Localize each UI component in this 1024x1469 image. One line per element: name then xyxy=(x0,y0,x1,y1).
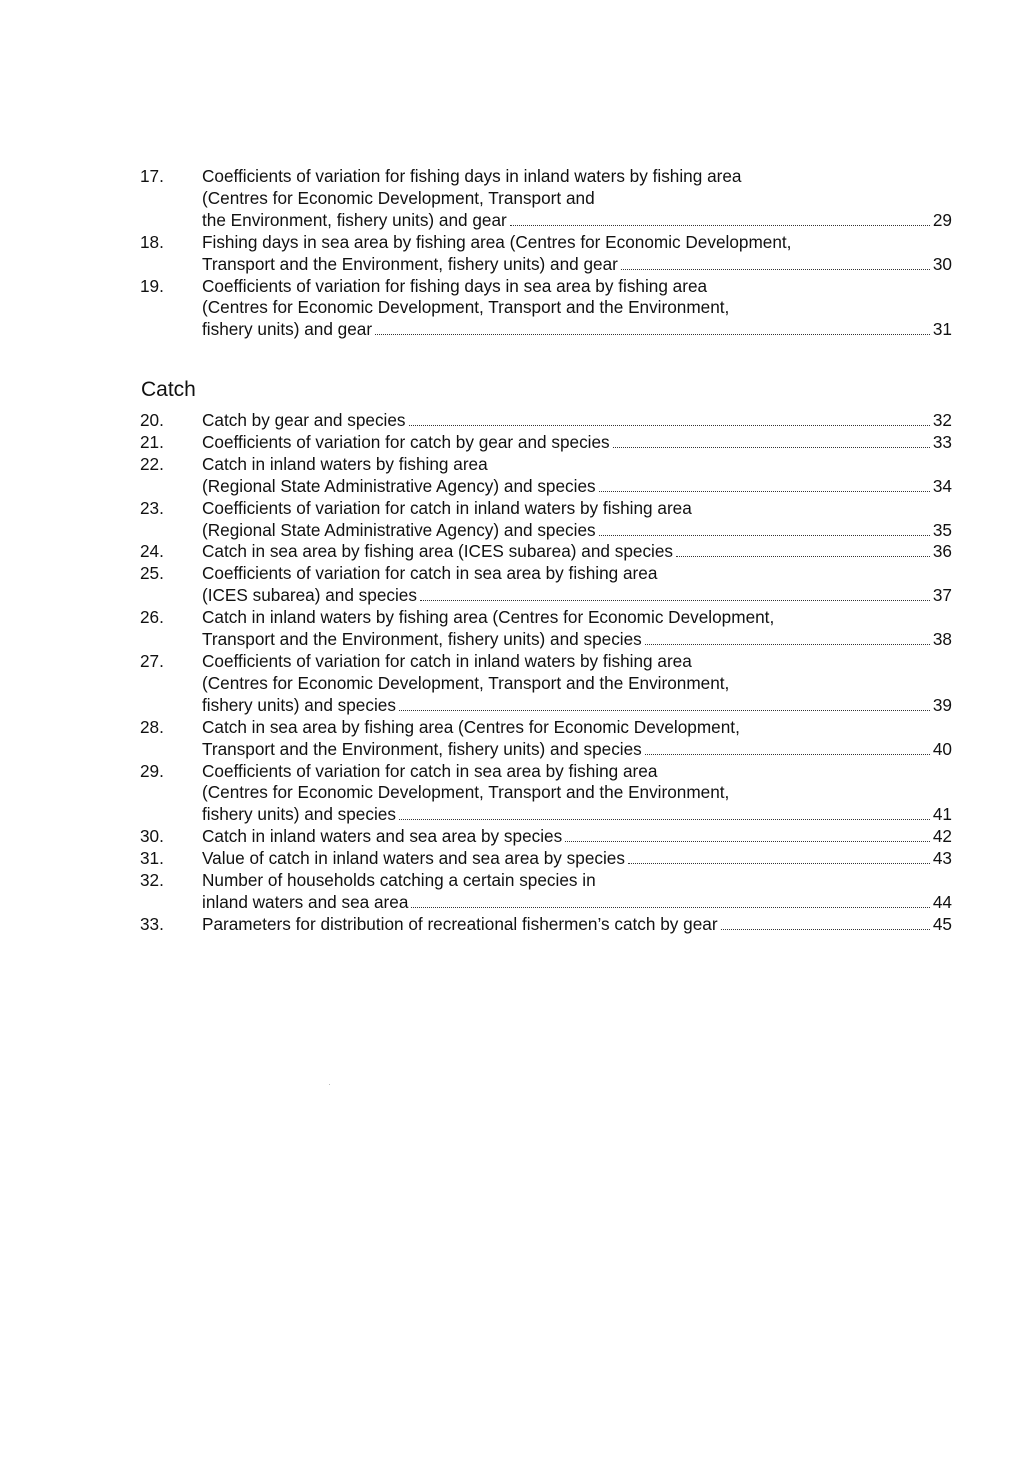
toc-entry xyxy=(140,454,952,498)
toc-entry-number: 28. xyxy=(140,716,164,737)
toc-entry xyxy=(140,563,952,607)
toc-entry-number: 26. xyxy=(140,607,164,628)
toc-entry xyxy=(140,410,952,432)
toc-entry xyxy=(140,432,952,454)
toc-entry xyxy=(140,276,952,342)
toc-entry-title-line: Coefficients of variation for catch in sea area by fishing area xyxy=(202,760,658,781)
toc-entry-body xyxy=(202,276,952,342)
toc-entry xyxy=(140,651,952,717)
toc-entry-last-line xyxy=(202,210,952,232)
toc-entry-number: 19. xyxy=(140,275,164,296)
toc-entry-title-line: (Regional State Administrative Agency) and species xyxy=(202,475,596,496)
toc-entry-number: 18. xyxy=(140,231,164,252)
toc-entry-number: 32. xyxy=(140,870,164,891)
toc-entry-title-line: Coefficients of variation for catch by gear and species xyxy=(202,431,610,452)
toc-entry xyxy=(140,717,952,761)
toc-entry-title-line: (Centres for Economic Development, Transport and xyxy=(202,187,595,208)
toc-entry-number: 30. xyxy=(140,826,164,847)
toc-entry xyxy=(140,607,952,651)
toc-page-number: 38 xyxy=(932,629,952,650)
toc-page-number: 42 xyxy=(932,826,952,847)
toc-entry-last-line xyxy=(202,319,952,341)
toc-page-number: 32 xyxy=(932,410,952,430)
toc-entry-title-line: Transport and the Environment, fishery units) and species xyxy=(202,738,642,759)
toc-entry-title-line: Number of households catching a certain species in xyxy=(202,870,596,891)
toc-entry-last-line xyxy=(202,432,952,454)
toc-entry-title-line: (Centres for Economic Development, Transport and the Environment, xyxy=(202,672,730,693)
dot-leader xyxy=(599,535,930,536)
toc-entry-body xyxy=(202,232,952,276)
toc-entry-title-line: Coefficients of variation for catch in sea area by fishing area xyxy=(202,563,658,584)
toc-page-number: 34 xyxy=(932,475,952,496)
toc-entry xyxy=(140,761,952,827)
toc-page-number: 41 xyxy=(932,804,952,825)
toc-entry xyxy=(140,541,952,563)
dot-leader xyxy=(510,225,930,226)
toc-entry-title-line: (Centres for Economic Development, Transport and the Environment, xyxy=(202,782,730,803)
toc-entry-last-line xyxy=(202,410,952,432)
toc-entry-title-line: Catch in sea area by fishing area (Centres for Economic Development, xyxy=(202,716,740,737)
toc-entry-number: 29. xyxy=(140,760,164,781)
toc-page-number: 44 xyxy=(932,891,952,912)
toc-entry-number: 21. xyxy=(140,431,164,452)
toc-entry-last-line xyxy=(202,914,952,936)
toc-entry-last-line xyxy=(202,848,952,870)
toc-entry-body xyxy=(202,848,952,870)
toc-entry-body xyxy=(202,410,952,432)
dot-leader xyxy=(399,819,930,820)
toc-entry-title-line: Value of catch in inland waters and sea area by species xyxy=(202,848,625,869)
toc-entry-last-line xyxy=(202,695,952,717)
toc-page-number: 39 xyxy=(932,694,952,715)
toc-page-number: 45 xyxy=(932,913,952,934)
toc-entry-last-line xyxy=(202,804,952,826)
toc-entry-body xyxy=(202,498,952,542)
toc-entry-number: 17. xyxy=(140,166,164,186)
section-heading-catch: Catch xyxy=(141,378,196,401)
dot-leader xyxy=(409,425,930,426)
toc-entry xyxy=(140,870,952,914)
toc-entry-title-line: Catch in inland waters by fishing area xyxy=(202,453,488,474)
toc-list-catch xyxy=(140,410,952,936)
toc-entry-title-line: Fishing days in sea area by fishing area (Centres for Economic Development, xyxy=(202,231,792,252)
toc-entry-title-line: (Centres for Economic Development, Transport and the Environment, xyxy=(202,297,730,318)
toc-entry-last-line xyxy=(202,520,952,542)
dot-leader xyxy=(420,600,930,601)
toc-entry-title-line: Transport and the Environment, fishery units) and species xyxy=(202,629,642,650)
toc-entry-number: 22. xyxy=(140,453,164,474)
dot-leader xyxy=(375,334,930,335)
toc-page-number: 31 xyxy=(932,319,952,340)
toc-entry-last-line xyxy=(202,541,952,563)
toc-entry-title-line: Parameters for distribution of recreational fishermen’s catch by gear xyxy=(202,913,718,934)
toc-entry xyxy=(140,914,952,936)
toc-entry-title-line: Catch in inland waters by fishing area (Centres for Economic Development, xyxy=(202,607,775,628)
toc-entry-number: 24. xyxy=(140,541,164,562)
toc-entry-number: 31. xyxy=(140,848,164,869)
toc-entry-body xyxy=(202,563,952,607)
toc-entry-number: 25. xyxy=(140,563,164,584)
toc-entry-body xyxy=(202,454,952,498)
dot-leader xyxy=(565,841,930,842)
toc-page-number: 33 xyxy=(932,431,952,452)
toc-page-number: 29 xyxy=(932,209,952,230)
toc-entry xyxy=(140,498,952,542)
toc-entry-title-line: Coefficients of variation for fishing days in inland waters by fishing area xyxy=(202,166,742,186)
toc-entry-title-line: the Environment, fishery units) and gear xyxy=(202,209,507,230)
toc-page-number: 36 xyxy=(932,541,952,562)
toc-page-number: 37 xyxy=(932,585,952,606)
toc-page-number: 35 xyxy=(932,519,952,540)
toc-entry-title-line: fishery units) and species xyxy=(202,804,396,825)
toc-entry-title-line: Catch in sea area by fishing area (ICES subarea) and species xyxy=(202,541,674,562)
toc-entry-title-line: fishery units) and species xyxy=(202,694,396,715)
toc-entry-body xyxy=(202,651,952,717)
toc-entry-last-line xyxy=(202,629,952,651)
dot-leader xyxy=(645,754,930,755)
toc-entry-title-line: Coefficients of variation for catch in inland waters by fishing area xyxy=(202,650,692,671)
toc-entry-last-line xyxy=(202,892,952,914)
toc-entry-title-line: (ICES subarea) and species xyxy=(202,585,417,606)
toc-entry-body xyxy=(202,166,952,232)
toc-entry-body xyxy=(202,870,952,914)
toc-entry xyxy=(140,166,952,232)
toc-entry-number: 27. xyxy=(140,650,164,671)
dot-leader xyxy=(628,863,930,864)
dot-leader xyxy=(411,907,929,908)
toc-entry-body xyxy=(202,717,952,761)
toc-entry-body xyxy=(202,432,952,454)
toc-entry-body xyxy=(202,607,952,651)
toc-entry-body xyxy=(202,826,952,848)
toc-page-number: 40 xyxy=(932,738,952,759)
toc-page-number: 30 xyxy=(932,253,952,274)
toc-entry-body xyxy=(202,541,952,563)
dot-leader xyxy=(599,491,930,492)
toc-entry-body xyxy=(202,914,952,936)
dot-leader xyxy=(621,269,930,270)
dot-leader xyxy=(645,644,930,645)
toc-entry-title-line: fishery units) and gear xyxy=(202,319,373,340)
toc-entry-title-line: Coefficients of variation for fishing days in sea area by fishing area xyxy=(202,275,708,296)
scan-speck xyxy=(329,1084,330,1085)
toc-entry-number: 33. xyxy=(140,913,164,934)
toc-entry-title-line: Catch by gear and species xyxy=(202,410,406,430)
toc-entry-number: 23. xyxy=(140,497,164,518)
toc-entry-title-line: inland waters and sea area xyxy=(202,891,409,912)
toc-entry-last-line xyxy=(202,739,952,761)
toc-entry-title-line: Catch in inland waters and sea area by species xyxy=(202,826,563,847)
toc-entry-number: 20. xyxy=(140,410,164,430)
toc-entry-last-line xyxy=(202,476,952,498)
toc-entry-last-line xyxy=(202,585,952,607)
toc-entry-last-line xyxy=(202,826,952,848)
toc-entry-title-line: (Regional State Administrative Agency) and species xyxy=(202,519,596,540)
dot-leader xyxy=(613,447,930,448)
toc-page-number: 43 xyxy=(932,848,952,869)
toc-entry xyxy=(140,826,952,848)
dot-leader xyxy=(676,556,930,557)
dot-leader xyxy=(721,929,930,930)
toc-entry-title-line: Coefficients of variation for catch in inland waters by fishing area xyxy=(202,497,692,518)
toc-entry xyxy=(140,232,952,276)
dot-leader xyxy=(399,710,930,711)
toc-list-fishing-days xyxy=(140,166,952,341)
toc-entry-title-line: Transport and the Environment, fishery units) and gear xyxy=(202,253,618,274)
toc-entry-body xyxy=(202,761,952,827)
toc-entry-last-line xyxy=(202,254,952,276)
toc-entry xyxy=(140,848,952,870)
